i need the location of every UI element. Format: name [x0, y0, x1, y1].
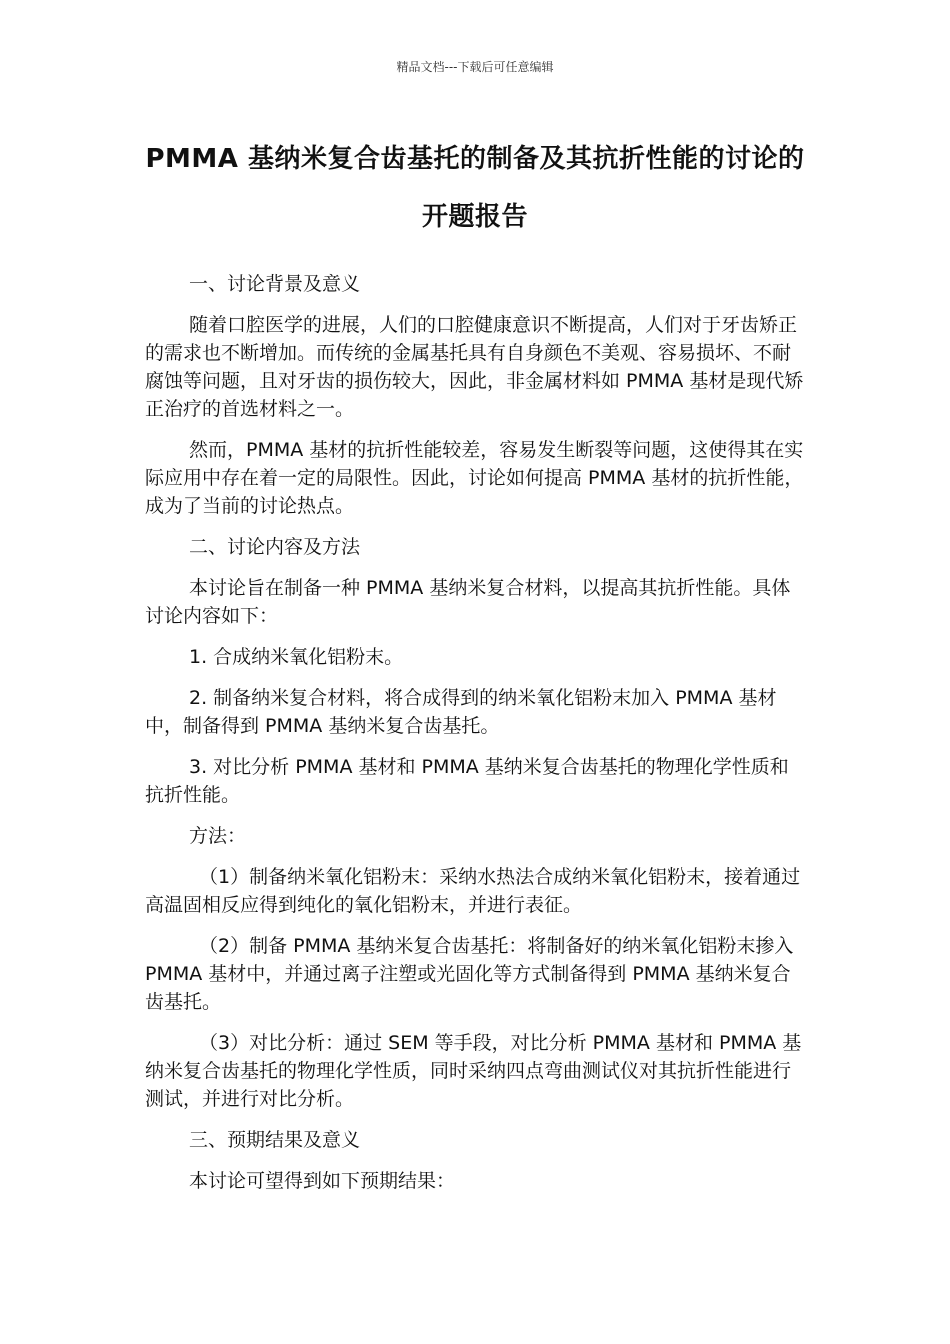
- document-body: [145, 270, 807, 1208]
- list-item-3: 3. 对比分析 PMMA 基材和 PMMA 基纳米复合齿基托的物理化学性质和抗折性能。: [145, 756, 789, 806]
- section-heading-content-method: 二、讨论内容及方法: [189, 536, 361, 558]
- paragraph-limitation: 然而，PMMA 基材的抗折性能较差，容易发生断裂等问题，这使得其在实际应用中存在着一定的局限性。因此，讨论如何提高 PMMA 基材的抗折性能，成为了当前的讨论热点。: [145, 439, 804, 517]
- list-item-1: 1. 合成纳米氧化铝粉末。: [189, 646, 404, 668]
- method-step-3: （3）对比分析：通过 SEM 等手段，对比分析 PMMA 基材和 PMMA 基纳米复合齿基托的物理化学性质，同时采纳四点弯曲测试仪对其抗折性能进行测试，并进行对比分析。: [145, 1032, 802, 1110]
- page-header: 精品文档---下载后可任意编辑: [396, 60, 554, 74]
- method-label: 方法：: [189, 825, 247, 847]
- paragraph-expected-results: 本讨论可望得到如下预期结果：: [189, 1170, 456, 1192]
- section-heading-expected-results: 三、预期结果及意义: [189, 1129, 361, 1151]
- method-step-1: （1）制备纳米氧化铝粉末：采纳水热法合成纳米氧化铝粉末，接着通过高温固相反应得到纯化的氧化铝粉末，并进行表征。: [145, 866, 801, 916]
- method-step-2: （2）制备 PMMA 基纳米复合齿基托：将制备好的纳米氧化铝粉末掺入 PMMA 基材中，并通过离子注塑或光固化等方式制备得到 PMMA 基纳米复合齿基托。: [145, 935, 794, 1013]
- paragraph-background: 随着口腔医学的进展，人们的口腔健康意识不断提高，人们对于牙齿矫正的需求也不断增加。而传统的金属基托具有自身颜色不美观、容易损坏、不耐腐蚀等问题，且对牙齿的损伤较大，因此，非金属材料如 PMMA 基材是现代矫正治疗的首选材料之一。: [145, 314, 804, 420]
- list-item-2: 2. 制备纳米复合材料，将合成得到的纳米氧化铝粉末加入 PMMA 基材中，制备得到 PMMA 基纳米复合齿基托。: [145, 687, 777, 737]
- paragraph-aim: 本讨论旨在制备一种 PMMA 基纳米复合材料，以提高其抗折性能。具体讨论内容如下：: [145, 577, 791, 627]
- document-title: PMMA 基纳米复合齿基托的制备及其抗折性能的讨论的开题报告: [145, 144, 805, 232]
- section-heading-background: 一、讨论背景及意义: [189, 273, 361, 295]
